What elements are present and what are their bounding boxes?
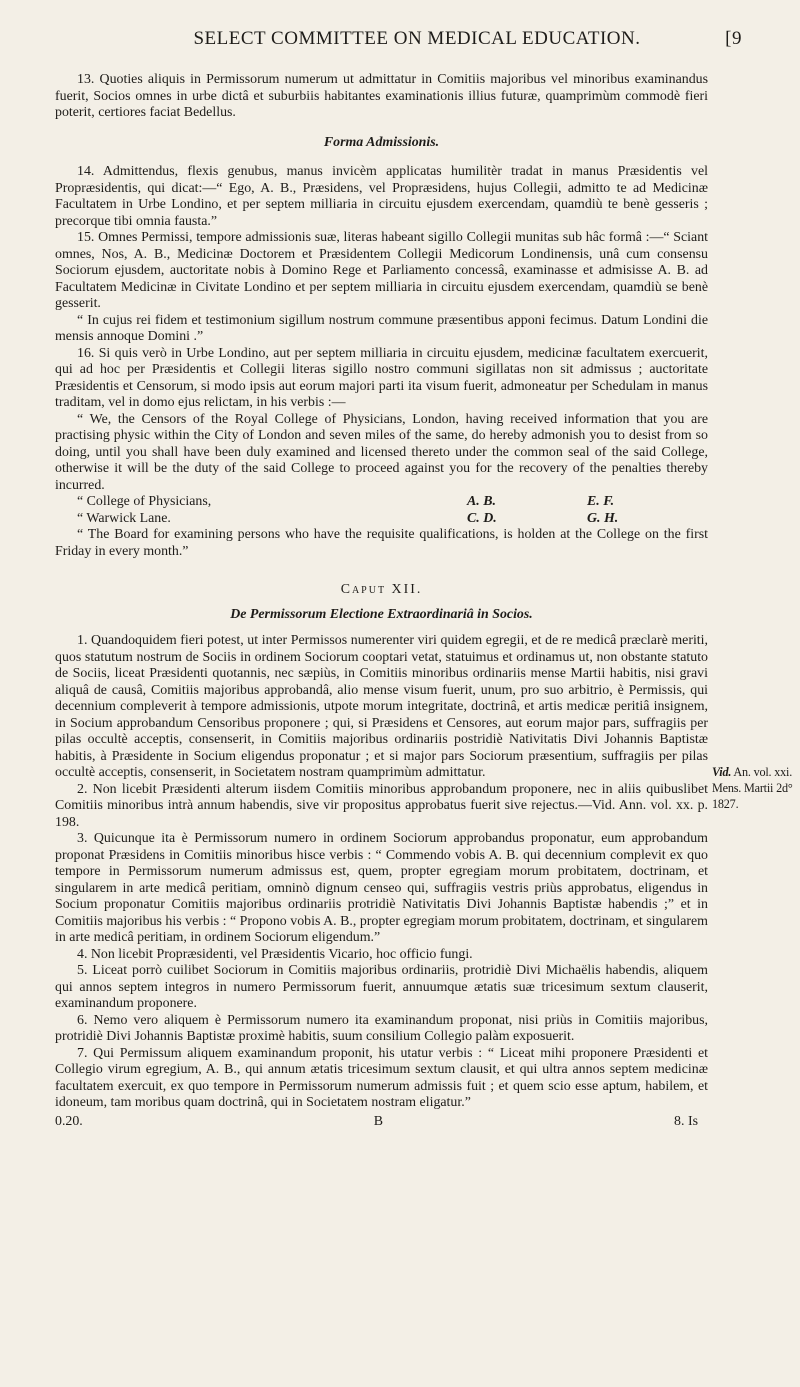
paragraph-16: 16. Si quis verò in Urbe Londino, aut per septem milliaria in circuitu ejusdem, medicinæ facultatem exercuerit, qui ad hoc per Præsidentis et Collegii literas sigillo nostro communi sigillatas non sit admissus ; auctoritate Præsidentis et Censorum, si modo ipsis aut eorum majori parti ita visum fuerit, admoneatur per Schedulam in manus traditam, vel in domo ejus relictam, in his verbis :— [55, 345, 708, 410]
footer-left: 0.20. [55, 1113, 83, 1129]
paragraph-16-notice: “ We, the Censors of the Royal College of Physicians, London, having received information that you are practising physic within the City of London and seven miles of the same, do hereby admonish you to desist from so doing, until you shall have been duly examined and licensed thereto under the common seal of the said College, otherwise it will be the duty of the said College to proceed against you for the recovery of the penalties thereby incurred. [55, 411, 708, 493]
running-title: SELECT COMMITTEE ON MEDICAL EDUCATION. [193, 28, 641, 49]
sig-initials-cd: C. D. [467, 510, 497, 526]
marginal-note-vid: Vid. [712, 765, 732, 779]
chapter-heading: Caput XII. [340, 582, 423, 597]
paragraph-13: 13. Quoties aliquis in Permissorum numerum ut admittatur in Comitiis majoribus vel minoribus examinandus fuerit, Socios omnes in urbe dictâ et suburbiis habitantes examinationis illius futuræ, quamprimùm commodè fieri poterit, certiores faciat Bedellus. [55, 72, 708, 120]
marginal-note-line1: An. vol. xxi. [733, 765, 793, 779]
sig-initials-gh: G. H. [587, 510, 619, 526]
chapter-paragraph-5: 5. Liceat porrò cuilibet Sociorum in Comitiis majoribus ordinariis, protridiè Divi Michaëlis habendis, aliquem qui annos septem integros in numero Permissorum fuerit, annuumque ætatis suæ tricesimum sextum clauserit, examinandum proponere. [55, 963, 708, 1011]
sig-address-2: “ Warwick Lane. [77, 510, 171, 526]
section-heading-forma: Forma Admissionis. [323, 134, 440, 150]
paragraph-15: 15. Omnes Permissi, tempore admissionis suæ, literas habeant sigillo Collegii munitas sub hâc formâ :—“ Sciant omnes, Nos, A. B., Medicinæ Doctorem et Præsidentem Collegii Medicorum Londinensis, unâ cum consensu Sociorum ejusdem, auctoritate nobis à Domino Rege et Parliamento concessâ, examinasse et admisisse A. B. ad Facultatem Medicinæ in Civitate Londino et per septem milliaria in circuitu ejusdem exercendam, quamdiù se benè gesserit. [55, 230, 708, 311]
footer-signature-mark: B [373, 1113, 384, 1129]
chapter-paragraph-4: 4. Non licebit Propræsidenti, vel Præsidentis Vicario, hoc officio fungi. [77, 946, 473, 962]
page-number: [9 [725, 28, 742, 49]
paragraph-16-board: “ The Board for examining persons who have the requisite qualifications, is holden at the College on the first Friday in every month.” [55, 527, 708, 559]
chapter-paragraph-1: 1. Quandoquidem fieri potest, ut inter Permissos numerenter viri quidem egregii, et de re medicâ præclarè meriti, quos statutum nostrum de Sociis in ordinem Sociorum cooptari vetat, statuimus et ordinamus ut, non obstante statuto de Sociis, liceat Præsidenti quotannis, nec sæpiùs, in Comitiis minoribus ordinariis mense Martii habitis, nisi gravi aliquâ de causâ, Comitiis majoribus approbandâ, alio mense visum fuerit, unum, pro suo arbitrio, è Permissis, qui decennium compleverit à tempore admissionis, utpote morum integritate, doctrinâ, et artis medicæ peritiâ insignem, in Socium approbandum Censoribus proponere ; qui, si Præsidens et Censores, aut eorum major pars, suffragiis per pilas occultè acceptis, consenserit, in Comitiis majoribus ordinariis postridiè Nativitatis Divi Johannis Baptistæ habitis, à Præsidente in Socium eligendus proponatur ; et si major pars Sociorum præsentium, suffragiis per pilas occultè acceptis, consenserit, in Societatem nostram quamprimùm admittatur. [55, 633, 708, 780]
chapter-subheading: De Permissorum Electione Extraordinariâ in Socios. [230, 606, 533, 622]
marginal-note [712, 764, 796, 812]
body-text [55, 72, 708, 1130]
chapter-paragraph-3: 3. Quicunque ita è Permissorum numero in ordinem Sociorum approbandus proponatur, eum approbandum proponat Præsidens in Comitiis minoribus hisce verbis : “ Commendo vobis A. B. qui decennium complevit ex quo tempore in Permissorum numerum admissus est, quem, propter egregiam morum probitatem, doctrinam, et singularem in arte medicâ peritiam, omninò dignum censeo qui, suffragiis vestris priùs approbatus, eligendus in Socium proponatur Comitiis majoribus ordinariis protridiè Nativitatis Divi Johannis Baptistæ habendis ;” et in Comitiis majoribus his verbis : “ Propono vobis A. B., propter egregiam morum probitatem, doctrinam, et singularem in arte medicâ peritiam, in ordinem Sociorum eligendum.” [55, 831, 708, 945]
marginal-note-line3: 1827. [712, 797, 739, 811]
signature-line-1 [55, 494, 708, 511]
signature-line-2 [55, 511, 708, 528]
paragraph-15-clause: “ In cujus rei fidem et testimonium sigillum nostrum commune præsentibus apponi fecimus. Datum Londini die mensis annoque Domini .” [55, 312, 708, 344]
marginal-note-line2: Mens. Martii 2d° [712, 781, 793, 795]
sig-initials-ab: A. B. [467, 494, 496, 509]
chapter-paragraph-7: 7. Qui Permissum aliquem examinandum proponit, his utatur verbis : “ Liceat mihi proponere Præsidenti et Collegio virum egregium, A. B., qui annum ætatis tricesimum sextum clausit, et qui ultra annos septem medicinæ facultatem exercuit, ex quo tempore in Permissorum numerum admissis fuit ; et quem scio esse aptum, habilem, et idoneum, tam moribus quam doctrinâ, qui in Societatem nostram eligatur.” [55, 1045, 708, 1110]
paragraph-14: 14. Admittendus, flexis genubus, manus invicèm applicatas humilitèr tradat in manus Præsidentis vel Propræsidentis, qui dicat:—“ Ego, A. B., Præsidens, vel Propræsidens, hujus Collegii, admitto te ad Medicinæ Facultatem in Urbe Londino, et per septem milliaria in circuitu ejusdem exercendam, quamdiù te benè gesseris ; precorque tibi omnia fausta.” [55, 164, 708, 229]
chapter-paragraph-6: 6. Nemo vero aliquem è Permissorum numero ita examinandum proponat, nisi priùs in Comitiis majoribus, protridiè Divi Johannis Baptistæ proximè habitis, suum consilium Collegio palàm exposuerit. [55, 1012, 708, 1044]
page-footer [55, 1114, 708, 1131]
sig-initials-ef: E. F. [587, 494, 615, 509]
sig-address-1: “ College of Physicians, [77, 494, 212, 509]
footer-catchword: 8. Is [674, 1113, 698, 1129]
chapter-paragraph-2: 2. Non licebit Præsidenti alterum iisdem Comitiis minoribus approbandum proponere, nec in aliis quibuslibet Comitiis minoribus intrà annum habendis, sive vir propositus approbatus fuerit sive rejectus.—Vid. Ann. vol. xx. p. 198. [55, 781, 708, 830]
